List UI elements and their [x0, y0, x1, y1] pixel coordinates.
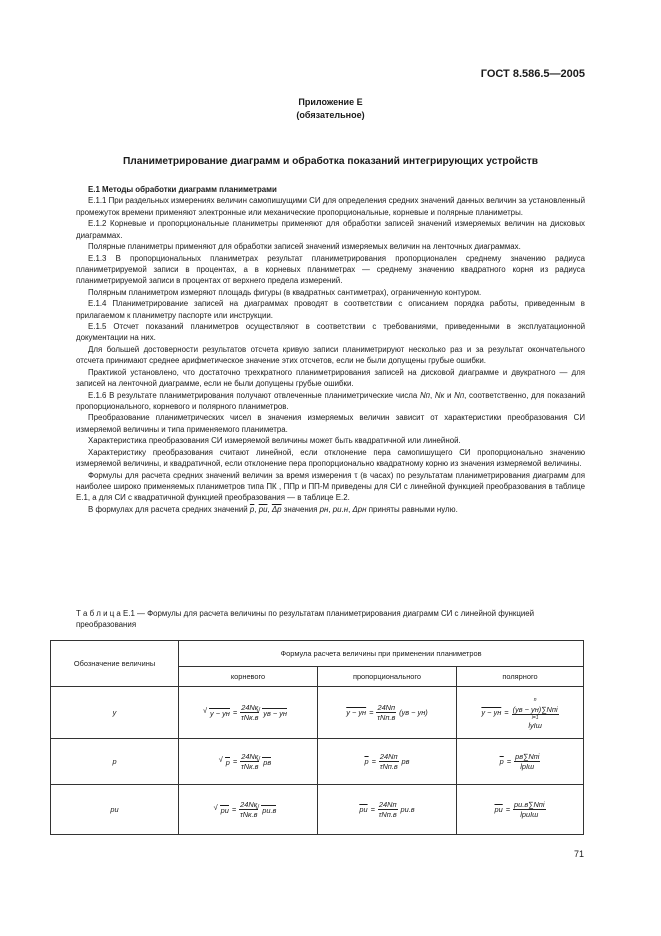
symbol: $\overline{\Delta p}$ [271, 504, 282, 514]
symbol: pи.н [332, 504, 349, 514]
frac-num: 24Nп [377, 703, 396, 712]
formula-lhs: $\overline{p}$ [225, 757, 230, 767]
row-symbol: y [51, 687, 179, 739]
text: , [430, 390, 435, 400]
text: приняты равными нулю. [366, 504, 458, 514]
formula-root: √ $\overline{p}$ = $\frac{24Nк}{\text{τNк.в}}$ √ pв [179, 739, 318, 785]
symbol: Nп [419, 390, 431, 400]
symbol: Nп [454, 390, 465, 400]
text: В формулах для расчета средних значений [88, 504, 250, 514]
frac-den: τNк.в [240, 762, 259, 771]
table-row [51, 785, 584, 835]
frac-num: (yв − yн)∑Nпi [512, 704, 558, 714]
formula-lhs: y − yн [346, 708, 367, 717]
header-polar: полярного [457, 667, 584, 687]
formula-proportional: pи = $\frac{24Nп}{\text{τNп.в}}$ pи.в [318, 785, 457, 835]
text: значения [281, 504, 320, 514]
paragraph: Е.1.4 Планиметрирование записей на диаграммах проводят в соответствии с описанием порядка работы, приведенным в прилагаемом к планиметру паспорте или инструкции. [76, 299, 585, 320]
frac-den: τNп.в [377, 713, 396, 722]
frac-den: τNк.в [240, 713, 259, 722]
frac-num: pи.в∑Nпi [514, 800, 545, 809]
formula-polar: pи = $\frac{\text{pи.в∑Nпi}}{\text{lpиIш}}$ [457, 785, 584, 835]
sum-bottom: i=1 [531, 714, 539, 721]
paragraph-formulas [76, 470, 585, 504]
formula-lhs: $\overline{p}$ [499, 757, 504, 766]
frac-num: 24Nк [240, 800, 258, 809]
formula-lhs: $\overline{p}$ [364, 757, 369, 766]
formula-lhs: y − yн [481, 708, 502, 717]
table-caption: Т а б л и ц а Е.1 — Формулы для расчета величины по результатам планиметрирования диаграмм СИ с линейной функцией преобразования [76, 609, 535, 630]
symbol: Δpн [352, 504, 367, 514]
paragraph: Е.1.2 Корневые и пропорциональные планиметры применяют для обработки записей значений измеряемых величин на дисковых диаграммах. [76, 219, 585, 240]
section-heading: Е.1 Методы обработки диаграмм планиметрами [88, 185, 277, 194]
frac-num: pв∑Nпi [515, 752, 540, 761]
formula-polar: $\overline{p}$ = $\frac{\text{pв∑Nпi}}{\text{lpIш}}$ [457, 739, 584, 785]
frac-num: 24Nк [241, 703, 259, 712]
paragraph-last: В формулах для расчета средних значений $\overline{p}$, pи, $\overline{\Delta p}$ значения pн, pи.н, Δpн приняты равными нулю. [88, 504, 458, 514]
table-row [51, 739, 584, 785]
formula-lhs: pи [359, 805, 368, 814]
appendix-label: Приложение Е [298, 97, 363, 107]
frac-den: lpIш [520, 762, 535, 771]
formula-root: √ pи = $\frac{24Nк}{\text{τNк.в}}$ √ pи.в [179, 785, 318, 835]
formula-rhs: pи.в [400, 805, 415, 814]
paragraph: Полярным планиметром измеряют площадь фигуры (в квадратных сантиметрах), ограниченную контуром. [88, 287, 482, 297]
frac-den: τNп.в [378, 810, 397, 819]
page-header: ГОСТ 8.586.5—2005 [480, 68, 585, 80]
frac-den: τNп.в [379, 762, 398, 771]
paragraph: Е.1.1 При раздельных измерениях величин самопишущими СИ для определения средних значений данных величин за установленный промежуток времени применяют электронные или механические пропорциональные, корневые и полярные планиметры. [76, 196, 585, 217]
symbol: τ [354, 470, 358, 480]
formula-rhs: (yв − yн) [399, 708, 428, 717]
formula-polar: y − yн = n (yв − yн)∑Nпi i=1 lyIш [457, 687, 584, 739]
formula-table [50, 640, 584, 835]
symbol: pн [319, 504, 329, 514]
header-root: корневого [179, 667, 318, 687]
paragraph: Е.1.3 В пропорциональных планиметрах результат планиметрирования пропорционален среднему значению радиуса планиметрируемой записи в процентах, а в корневых планиметрах — среднему значению квадратного корня из радиуса планиметрируемой записи в процентах от верхнего предела измерений. [76, 253, 585, 286]
formula-proportional: $\overline{p}$ = $\frac{24Nп}{\text{τNп.в}}$ pв [318, 739, 457, 785]
formula-lhs: pи [220, 805, 229, 815]
frac-den: lpиIш [520, 810, 539, 819]
header-proportional: пропорционального [318, 667, 457, 687]
appendix-status: (обязательное) [296, 110, 365, 120]
document-title: Планиметрирование диаграмм и обработка показаний интегрирующих устройств [122, 156, 538, 167]
paragraph: Характеристика преобразования СИ измеряемой величины может быть квадратичной или линейной. [88, 436, 461, 446]
body-text [76, 184, 585, 515]
paragraph: Преобразование планиметрических чисел в значения измеряемых величин зависит от характеристики преобразования СИ измеряемой величины и типа применяемого планиметра. [76, 413, 585, 434]
frac-num: 24Nп [379, 752, 398, 761]
text: Формулы для расчета средних значений величин за время измерения [88, 470, 355, 480]
header-symbol: Обозначение величины [51, 641, 179, 687]
formula-lhs: y − yн [209, 708, 230, 718]
frac-num: 24Nк [241, 752, 259, 761]
frac-den: lyIш [528, 720, 542, 730]
formula-rhs: pв [401, 757, 410, 766]
paragraph: Е.1.5 Отсчет показаний планиметров осуществляют в соответствии с требованиями, приведенными в эксплуатационной документации на них. [76, 322, 585, 343]
formula-root: √ y − yн = $\frac{24Nк}{\text{τNк.в}}$ √ yв − yн [179, 687, 318, 739]
symbol: $\overline{p}$ [249, 504, 255, 514]
row-symbol: pи [51, 785, 179, 835]
paragraph: Характеристику преобразования считают линейной, если отклонение пера самопишущего СИ пропорционально значению измеряемой величины, и квадратичной, если отклонение пера пропорционально квадратному корню из значения измеряемой величины. [76, 447, 585, 469]
symbol: Nк [434, 390, 445, 400]
formula-rhs: √ pи.в [261, 805, 276, 815]
row-symbol: p [51, 739, 179, 785]
formula-rhs: √ yв − yн [262, 708, 287, 718]
text: Е.1.6 В результате планиметрирования получают отвлеченные планиметрические числа [88, 390, 420, 400]
paragraph: Для большей достоверности результатов отсчета кривую записи планиметрируют несколько раз и за результат окончательного отсчета принимают среднее арифметическое значение этих отсчетов, если не были допущены грубые ошибки. [76, 344, 585, 366]
text: (в часах) по результатам планиметрирования диаграмм для наиболее широко применяемых планиметров типа ПК , ППр и ПП-М приведены для СИ с линейной функцией преобразования в таблице Е.1, а для СИ с квадратичной функцией преобразования — в таблице Е.2. [76, 470, 585, 503]
page-number: 71 [573, 849, 584, 859]
formula-lhs: pи [494, 805, 503, 814]
symbol: pи [258, 504, 268, 514]
paragraph: Практикой установлено, что достаточно трехкратного планиметрирования записей на дисковой диаграмме и двукратного — для записей на ленточной диаграмме, если не были допущены грубые ошибки. [76, 367, 585, 389]
paragraph: Полярные планиметры применяют для обработки записей значений измеряемых величин на ленточных диаграммах. [88, 242, 521, 252]
text: и [444, 390, 455, 400]
table-row [51, 687, 584, 739]
formula-rhs: √ pв [262, 757, 271, 767]
formula-proportional: y − yн = $\frac{24Nп}{\text{τNп.в}}$ (yв − yн) [318, 687, 457, 739]
text: , соответственно, для показаний пропорционального, корневого и полярного планиметров. [76, 390, 586, 412]
paragraph-e16 [76, 390, 585, 413]
sum-top: n [533, 696, 537, 703]
frac-den: τNк.в [239, 810, 258, 819]
frac-num: 24Nп [378, 800, 397, 809]
header-group: Формула расчета величины при применении планиметров [179, 641, 584, 667]
